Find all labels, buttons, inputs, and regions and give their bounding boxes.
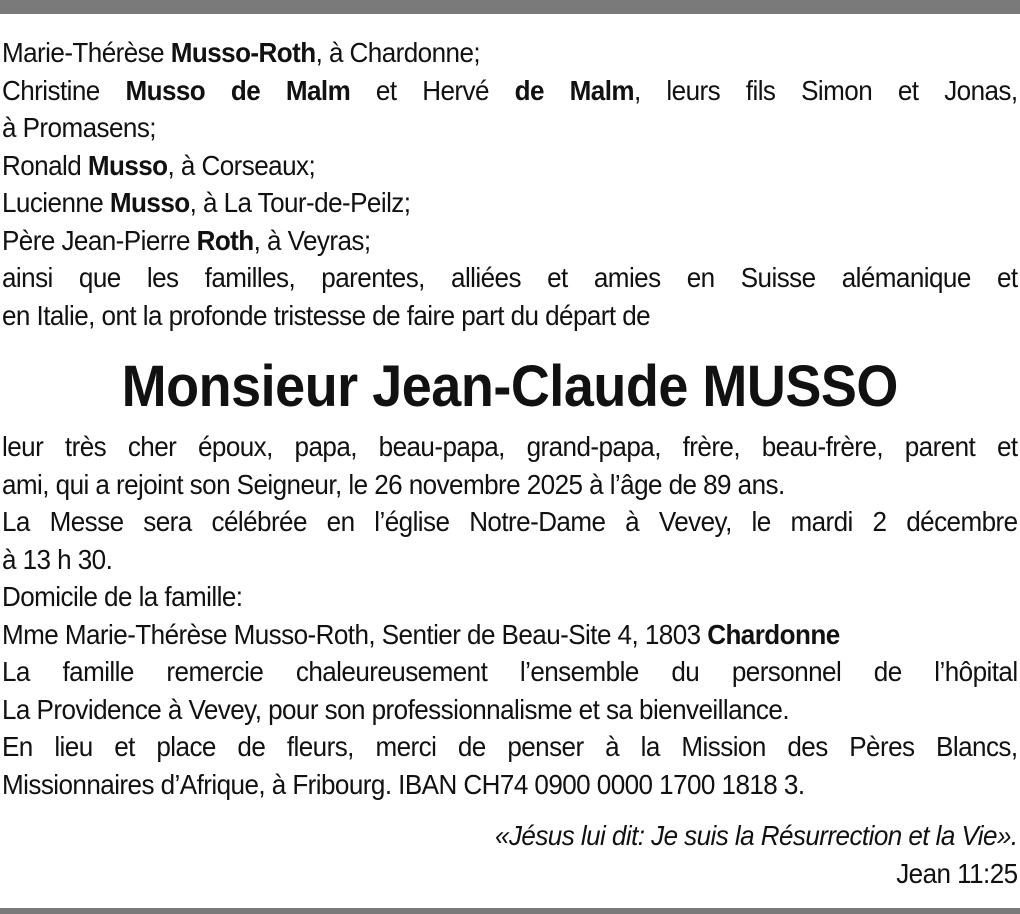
family-line-2-given: Christine — [2, 74, 126, 106]
family-line-6-given: Père Jean-Pierre — [2, 224, 197, 256]
family-line-2-rest: , leurs fils Simon et Jonas, — [634, 74, 1018, 106]
body-line-4: à 13 h 30. — [2, 543, 113, 575]
family-line-2-spouse-surname: de Malm — [514, 74, 635, 106]
family-address-town: Chardonne — [707, 618, 840, 650]
bible-quote: «Jésus lui dit: Je suis la Résurrection et la Vie». — [495, 820, 1018, 851]
family-line-2-spouse: et Hervé — [350, 74, 515, 106]
family-address: Mme Marie-Thérèse Musso-Roth, Sentier de Beau-Site 4, 1803 — [2, 618, 708, 650]
family-line-5 — [2, 184, 1018, 222]
family-line-6-place: , à Veyras; — [253, 224, 371, 256]
family-line-4-place: , à Corseaux; — [167, 149, 316, 181]
obituary-notice — [2, 34, 1018, 892]
family-line-4 — [2, 147, 1018, 185]
body-line-5: Domicile de la famille: — [2, 581, 243, 612]
family-line-1 — [2, 34, 1018, 72]
bottom-border-rule — [0, 908, 1020, 914]
body-line-6 — [2, 616, 1018, 654]
body-line-9: En lieu et place de fleurs, merci de penser à la Mission des Pères Blancs, — [2, 731, 1018, 762]
deceased-name-heading: Monsieur Jean-Claude MUSSO — [121, 354, 898, 419]
family-line-4-surname: Musso — [87, 149, 168, 181]
body-line-10: Missionnaires d’Afrique, à Fribourg. IBAN CH74 0900 0000 1700 1818 3. — [2, 768, 805, 800]
family-line-1-place: , à Chardonne; — [315, 37, 481, 68]
family-line-4-given: Ronald — [2, 149, 88, 181]
family-line-2 — [2, 72, 1018, 110]
body-line-8: La Providence à Vevey, pour son professionnalisme et sa bienveillance. — [2, 693, 790, 725]
body-line-2: ami, qui a rejoint son Seigneur, le 26 novembre 2025 à l’âge de 89 ans. — [2, 468, 785, 500]
family-line-8: en Italie, ont la profonde tristesse de faire part du départ de — [2, 299, 651, 331]
family-line-7: ainsi que les familles, parentes, alliées et amies en Suisse alémanique et — [2, 262, 1018, 293]
family-line-1-surname: Musso-Roth — [170, 37, 316, 68]
family-line-2-surname: Musso de Malm — [125, 74, 351, 106]
family-line-5-given: Lucienne — [2, 187, 110, 218]
family-line-5-surname: Musso — [109, 187, 190, 218]
family-line-3: à Promasens; — [2, 112, 156, 143]
family-line-6 — [2, 222, 1018, 260]
family-line-5-place: , à La Tour-de-Peilz; — [189, 187, 411, 218]
body-line-3: La Messe sera célébrée en l’église Notre-Dame à Vevey, le mardi 2 décembre — [2, 506, 1018, 537]
body-line-7: La famille remercie chaleureusement l’ensemble du personnel de l’hôpital — [2, 656, 1018, 687]
family-line-1-given: Marie-Thérèse — [2, 37, 171, 68]
body-line-1: leur très cher époux, papa, beau-papa, grand-papa, frère, beau-frère, parent et — [2, 431, 1018, 462]
family-line-6-surname: Roth — [196, 224, 254, 256]
bible-reference: Jean 11:25 — [896, 857, 1018, 889]
top-border-rule — [0, 0, 1020, 14]
